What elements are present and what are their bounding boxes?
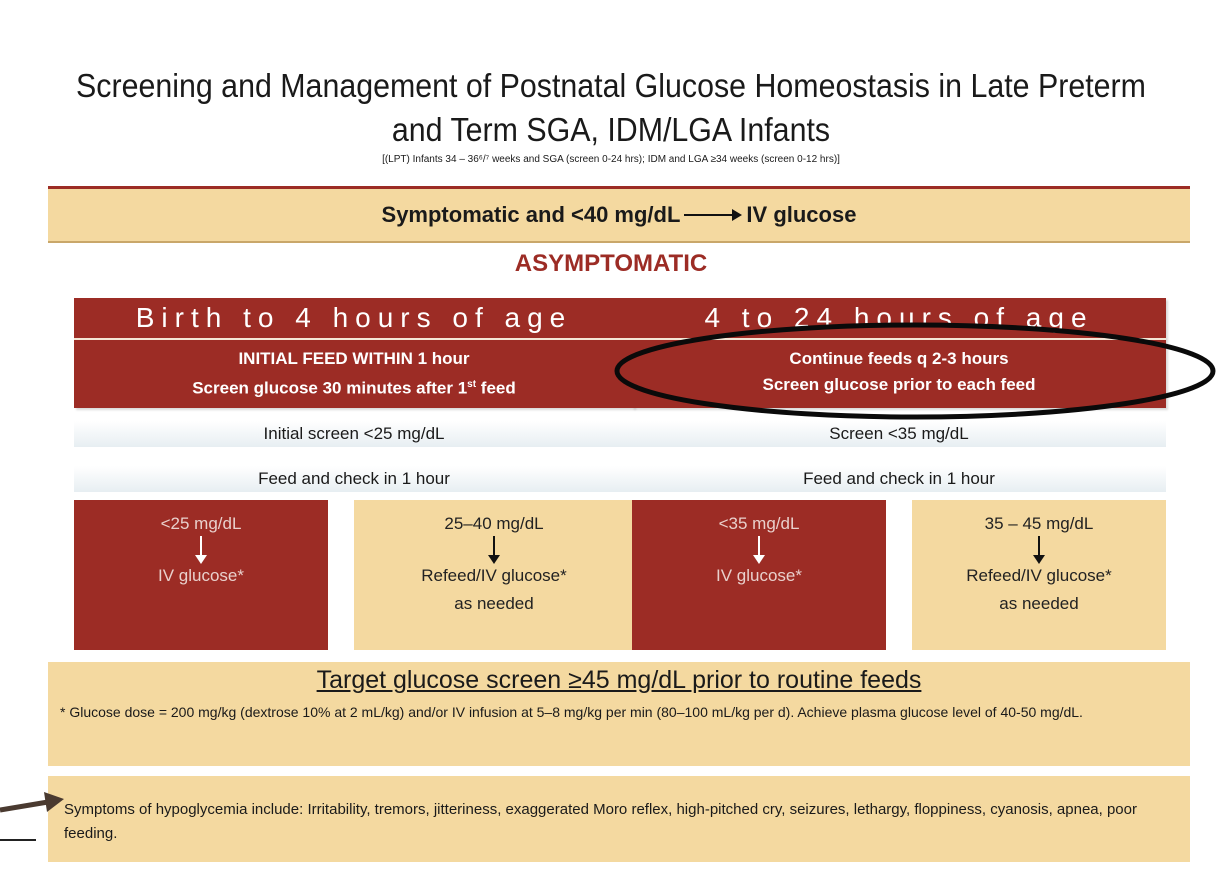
down-arrow-icon: [493, 536, 495, 558]
down-arrow-icon: [758, 536, 760, 558]
left-check-row: Feed and check in 1 hour: [74, 466, 634, 492]
down-arrow-icon: [200, 536, 202, 558]
right-low-action: IV glucose*: [716, 566, 802, 585]
right-mid-range: 35 – 45 mg/dL: [984, 514, 1094, 533]
right-check-row: Feed and check in 1 hour: [632, 466, 1166, 492]
symptomatic-condition: Symptomatic and <40 mg/dL: [381, 202, 681, 227]
left-mid-action-2: as needed: [454, 594, 534, 613]
highlight-ellipse-annotation: [610, 318, 1222, 428]
right-mid-box: [912, 500, 1166, 650]
right-low-box: [632, 500, 886, 650]
asymptomatic-label: ASYMPTOMATIC: [514, 250, 708, 277]
right-mid-action: Refeed/IV glucose*: [966, 566, 1112, 585]
right-header-title: 4 to 24 hours of age: [632, 298, 1166, 340]
down-arrow-icon: [1038, 536, 1040, 558]
left-header-box: [74, 298, 634, 408]
left-header-title: Birth to 4 hours of age: [74, 298, 634, 340]
symptoms-band: [48, 776, 1190, 862]
left-line-2: Screen glucose 30 minutes after 1st feed: [192, 378, 516, 398]
right-screen-row: Screen <35 mg/dL: [632, 421, 1166, 447]
symptoms-text: Symptoms of hypoglycemia include: Irritability, tremors, jitteriness, exaggerated Moro reflex, high-pitched cry, seizures, lethargy, floppiness, cyanosis, apnea, poor feeding.: [64, 801, 1137, 842]
left-low-range: <25 mg/dL: [160, 514, 242, 533]
left-mid-action: Refeed/IV glucose*: [421, 566, 567, 585]
page-title: Screening and Management of Postnatal Glucose Homeostasis in Late Preterm: [76, 67, 1146, 104]
symptomatic-action: IV glucose: [746, 202, 857, 227]
left-low-box: [74, 500, 328, 650]
glucose-dose-note: * Glucose dose = 200 mg/kg (dextrose 10% at 2 mL/kg) and/or IV infusion at 5–8 mg/kg per min (80–100 mL/kg per d). Achieve plasma glucose level of 40-50 mg/dL.: [60, 704, 1083, 720]
pointer-arrow-icon: [0, 788, 70, 848]
right-line-2: Screen glucose prior to each feed: [762, 375, 1036, 394]
left-low-action: IV glucose*: [158, 566, 244, 585]
right-low-range: <35 mg/dL: [718, 514, 800, 533]
left-mid-box: [354, 500, 634, 650]
page-title-line-2: and Term SGA, IDM/LGA Infants: [391, 111, 831, 148]
target-band: [48, 662, 1190, 766]
symptomatic-band: [48, 186, 1190, 241]
subtitle: [(LPT) Infants 34 – 36⁶/⁷ weeks and SGA (screen 0-24 hrs); IDM and LGA ≥34 weeks (screen 0-12 hrs)]: [382, 154, 840, 165]
right-line-1: Continue feeds q 2-3 hours: [789, 349, 1009, 368]
right-arrow-icon: [684, 214, 736, 216]
target-title: Target glucose screen ≥45 mg/dL prior to routine feeds: [316, 666, 922, 694]
left-line-1: INITIAL FEED WITHIN 1 hour: [238, 349, 470, 368]
left-screen-row: Initial screen <25 mg/dL: [74, 421, 634, 447]
right-mid-action-2: as needed: [999, 594, 1079, 613]
left-mid-range: 25–40 mg/dL: [444, 514, 544, 533]
